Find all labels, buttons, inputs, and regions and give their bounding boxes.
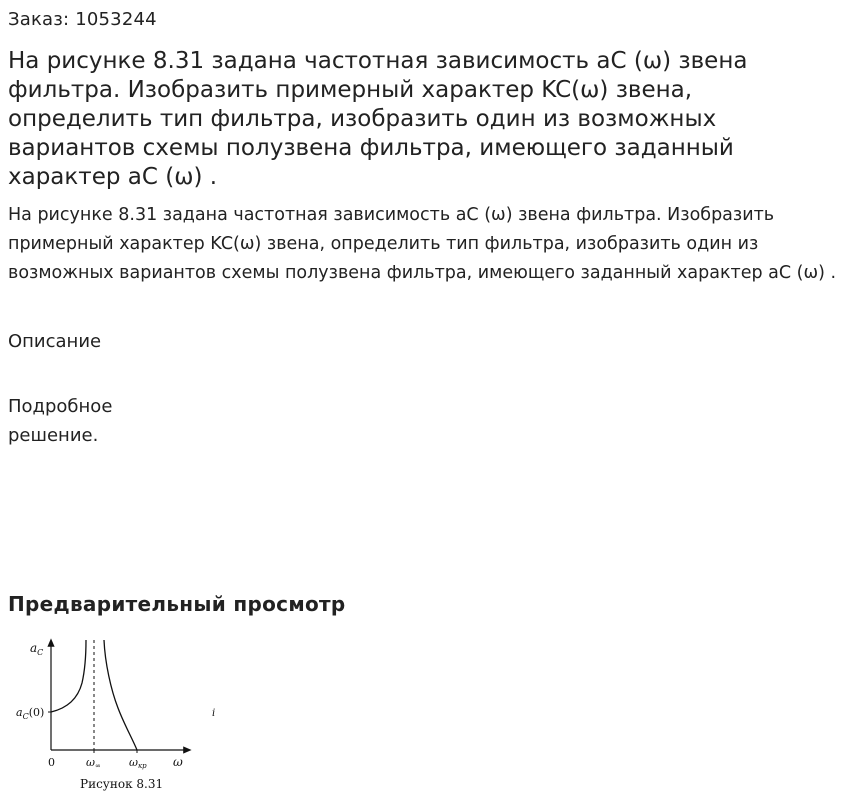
task-description: На рисунке 8.31 задана частотная зависимость aC (ω) звена фильтра. Изобразить примерный характер KC(ω) звена, определить тип фильтра, изобразить один из возможных вариантов схемы полузвена фильтра, имеющего заданный характер aC (ω) .	[8, 205, 837, 283]
figure-caption: Рисунок 8.31	[80, 777, 164, 791]
x-tick-inf-label: ω∞	[86, 756, 101, 770]
y-tick-label: $a_C(0)$	[16, 706, 45, 721]
description-label: Описание	[8, 331, 102, 352]
x-axis-label: ω	[173, 755, 183, 769]
y-axis-label: $a_C$	[30, 641, 44, 657]
curve-left-branch	[51, 640, 86, 712]
solution-text: Подробное решение.	[8, 396, 113, 446]
task-title: На рисунке 8.31 задана частотная зависимость aC (ω) звена фильтра. Изобразить примерный характер KC(ω) звена, определить тип фильтра, изобразить один из возможных вариантов схемы полузвена фильтра, имеющего заданный характер aC (ω) .	[8, 48, 748, 190]
curve-right-branch	[104, 640, 137, 750]
origin-label: 0	[48, 756, 55, 769]
x-tick-cr-label: ωкр	[129, 756, 147, 770]
attenuation-plot	[8, 628, 238, 798]
stray-mark: i	[212, 708, 216, 719]
order-number: Заказ: 1053244	[8, 9, 157, 30]
preview-heading: Предварительный просмотр	[8, 592, 346, 616]
preview-figure	[8, 628, 238, 798]
